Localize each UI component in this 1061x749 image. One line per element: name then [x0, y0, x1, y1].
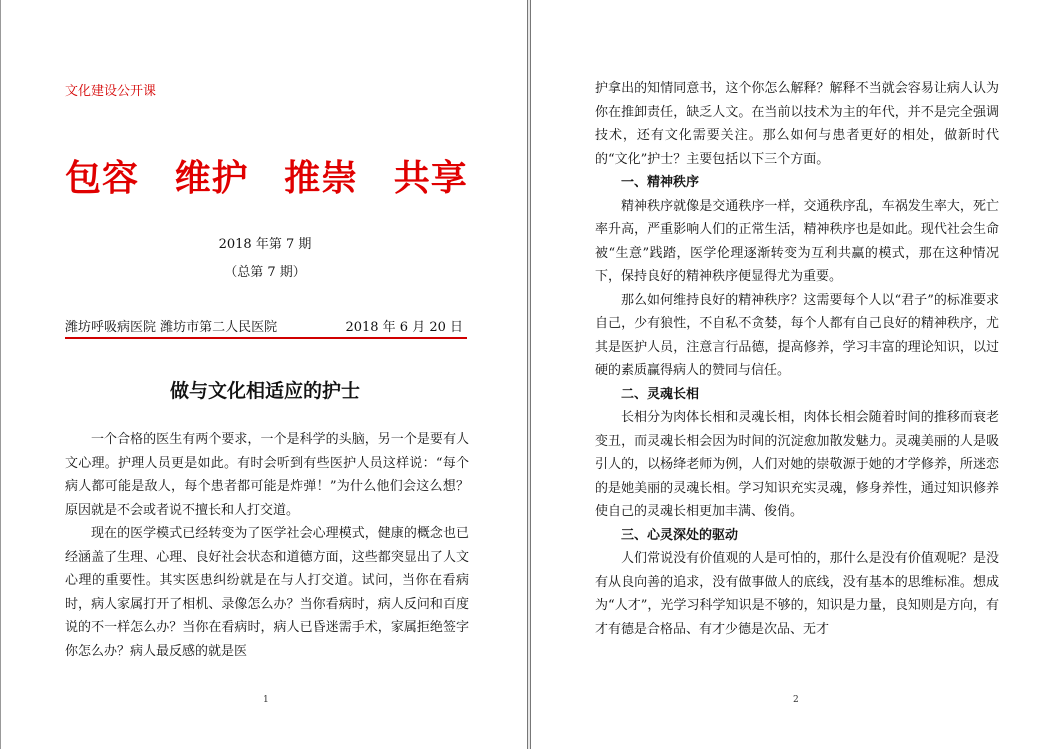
red-divider: [65, 337, 467, 339]
paragraph: 精神秩序就像是交通秩序一样，交通秩序乱，车祸发生率大，死亡率升高，严重影响人们的正常生活，精神秩序也是如此。现代社会生命被“生意”践踏，医学伦理逐渐转变为互利共赢的模式，那在这种情况下，保持良好的精神秩序便显得尤为重要。: [595, 198, 999, 284]
article-body: [65, 428, 469, 663]
paragraph: 那么如何维持良好的精神秩序？这需要每个人以“君子”的标准要求自己，少有狼性，不自私不贪婪，每个人都有自己良好的精神秩序，尤其是医护人员，注意言行品德，提高修养，学习丰富的理论知识，以过硬的素质赢得病人的赞同与信任。: [595, 292, 999, 378]
paragraph: 现在的医学模式已经转变为了医学社会心理模式，健康的概念也已经涵盖了生理、心理、良好社会状态和道德方面，这些都突显出了人文心理的重要性。其实医患纠纷就是在与人打交道。试问，当你在看病时，病人家属打开了相机、录像怎么办？当你看病时，病人反问和百度说的不一样怎么办？当你在看病时，病人已昏迷需手术，家属拒绝签字你怎么办？病人最反感的就是医: [65, 526, 469, 659]
paragraph: 人们常说没有价值观的人是可怕的，那什么是没有价值观呢？是没有从良向善的追求，没有做事做人的底线，没有基本的思维标准。想成为“人才”，光学习科学知识是不够的，知识是力量，良知则是方向，有才有德是合格品、有才少德是次品、无才: [595, 551, 999, 637]
issue-number: 2018 年第 7 期: [218, 237, 312, 252]
headline: [65, 150, 485, 201]
paragraph: 一个合格的医生有两个要求，一个是科学的头脑，另一个是要有人文心理。护理人员更是如此。有时会听到有些医护人员这样说：“每个病人都可能是敌人，每个患者都可能是炸弹！”为什么他们会这么想？原因就是不会或者说不擅长和人打交道。: [65, 432, 469, 518]
issue-total: （总第 7 期）: [224, 265, 306, 280]
headline-word: 共享: [393, 158, 468, 199]
masthead: [65, 316, 467, 335]
page-number: 1: [263, 695, 269, 705]
headline-word: 维护: [174, 158, 249, 199]
column-kicker: 文化建设公开课: [65, 84, 157, 99]
headline-word: 推崇: [284, 158, 359, 199]
masthead-org: 潍坊呼吸病医院 潍坊市第二人民医院: [65, 320, 278, 335]
section-heading: 二、灵魂长相: [621, 386, 700, 402]
article-body-continued: [595, 77, 999, 641]
paragraph-continued: 护拿出的知情同意书，这个你怎么解释？解释不当就会容易让病人认为你在推卸责任，缺乏人文。在当前以技术为主的年代，并不是完全强调技术，还有文化需要关注。那么如何与患者更好的相处，做新时代的“文化”护士？主要包括以下三个方面。: [595, 81, 999, 167]
masthead-date: 2018 年 6 月 20 日: [345, 320, 463, 335]
page-number: 2: [793, 695, 799, 705]
page-one: [0, 0, 528, 749]
section-heading: 三、心灵深处的驱动: [621, 527, 739, 543]
headline-word: 包容: [65, 158, 140, 199]
paragraph: 长相分为肉体长相和灵魂长相，肉体长相会随着时间的推移而衰老变丑，而灵魂长相会因为时间的沉淀愈加散发魅力。灵魂美丽的人是吸引人的，以杨绛老师为例，人们对她的崇敬源于她的才学修养，所迷恋的是她美丽的灵魂长相。学习知识充实灵魂，修身养性，通过知识修养使自己的灵魂长相更加丰满、俊俏。: [595, 410, 999, 519]
page-two: [530, 0, 1061, 749]
section-heading: 一、精神秩序: [621, 175, 700, 190]
article-title: 做与文化相适应的护士: [169, 380, 360, 402]
